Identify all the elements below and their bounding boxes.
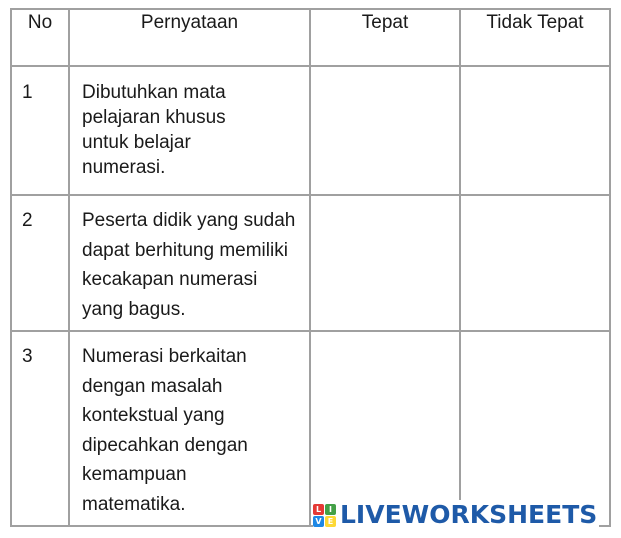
header-statement: Pernyataan	[69, 9, 310, 66]
logo-cell: E	[325, 516, 336, 527]
statement-text: Numerasi berkaitan dengan masalah kontekstual yang dipecahkan dengan kemampuan matematika.	[82, 346, 248, 515]
row-number-cell	[11, 331, 69, 526]
statement-text: Dibutuhkan mata pelajaran khusus untuk belajar numerasi.	[82, 82, 226, 178]
answer-cell-incorrect[interactable]	[460, 195, 610, 331]
logo-cell: I	[325, 504, 336, 515]
row-number: 2	[22, 210, 33, 231]
statement-table	[10, 8, 611, 527]
answer-cell-correct[interactable]	[310, 331, 460, 526]
answer-cell-correct[interactable]	[310, 195, 460, 331]
table-row	[11, 66, 610, 195]
statement-text: Peserta didik yang sudah dapat berhitung memiliki kecakapan numerasi yang bagus.	[82, 210, 296, 320]
table-row	[11, 195, 610, 331]
liveworksheets-logo-icon	[313, 504, 336, 527]
watermark-text: LIVEWORKSHEETS	[340, 500, 598, 529]
answer-cell-correct[interactable]	[310, 66, 460, 195]
header-no: No	[11, 9, 69, 66]
table-row	[11, 331, 610, 526]
row-number: 3	[22, 346, 33, 367]
answer-cell-incorrect[interactable]	[460, 66, 610, 195]
statement-cell	[69, 195, 310, 331]
row-number: 1	[22, 82, 33, 103]
header-incorrect: Tidak Tepat	[460, 9, 610, 66]
row-number-cell	[11, 195, 69, 331]
answer-cell-incorrect[interactable]	[460, 331, 610, 526]
row-number-cell	[11, 66, 69, 195]
statement-cell	[69, 66, 310, 195]
statement-cell	[69, 331, 310, 526]
logo-cell: V	[313, 516, 324, 527]
liveworksheets-watermark	[313, 500, 599, 530]
table-header-row	[11, 9, 610, 66]
header-correct: Tepat	[310, 9, 460, 66]
logo-cell: L	[313, 504, 324, 515]
